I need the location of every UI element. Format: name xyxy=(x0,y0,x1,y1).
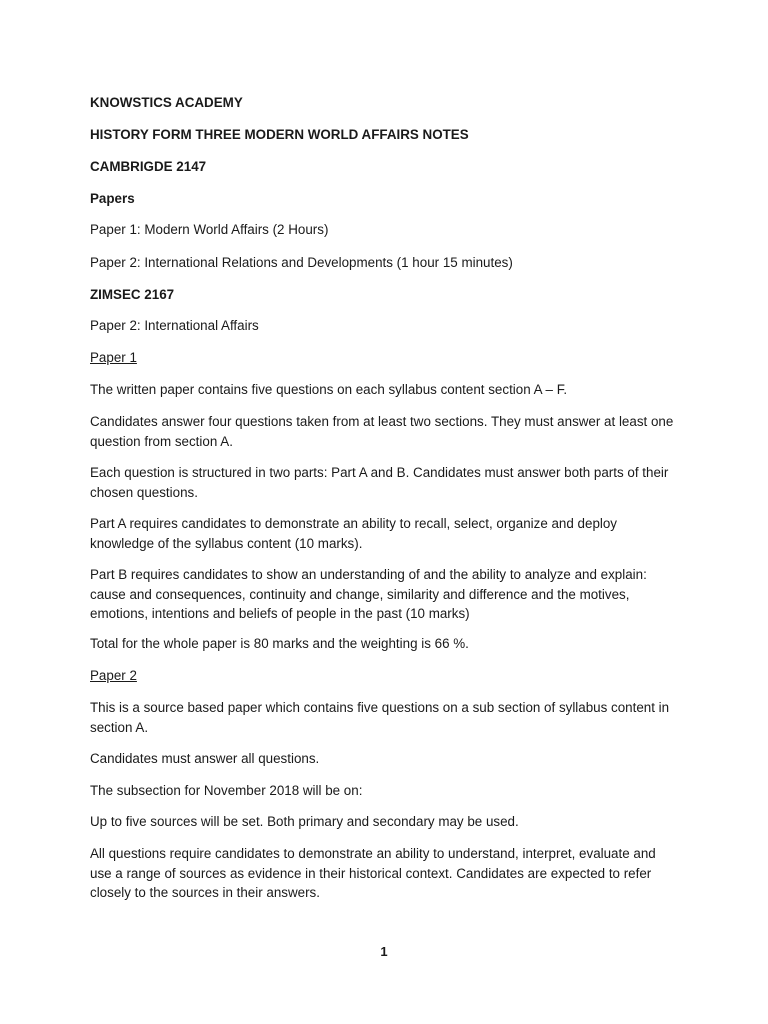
paper2-paragraph: Up to five sources will be set. Both primary and secondary may be used. xyxy=(90,814,519,829)
zimsec-code: ZIMSEC 2167 xyxy=(90,287,175,302)
paper2-heading: Paper 2 xyxy=(90,668,137,683)
paper1-heading: Paper 1 xyxy=(90,350,137,365)
page-number: 1 xyxy=(380,944,388,959)
zimsec-paper2-line: Paper 2: International Affairs xyxy=(90,318,259,333)
paper2-paragraph: The subsection for November 2018 will be on: xyxy=(90,783,363,798)
notes-title: HISTORY FORM THREE MODERN WORLD AFFAIRS NOTES xyxy=(90,127,469,142)
paper1-line: Paper 1: Modern World Affairs (2 Hours) xyxy=(90,222,329,237)
academy-name: KNOWSTICS ACADEMY xyxy=(90,95,243,110)
paper1-paragraph: The written paper contains five questions on each syllabus content section A – F. xyxy=(90,382,568,397)
paper2-paragraph: Candidates must answer all questions. xyxy=(90,751,320,766)
paper2-paragraph: This is a source based paper which contains five questions on a sub section of syllabus content in section A. xyxy=(90,700,670,735)
paper2-line: Paper 2: International Relations and Developments (1 hour 15 minutes) xyxy=(90,255,513,270)
paper1-paragraph: Part A requires candidates to demonstrate an ability to recall, select, organize and deploy knowledge of the syllabus content (10 marks). xyxy=(90,516,618,551)
paper1-paragraph: Candidates answer four questions taken from at least two sections. They must answer at least one question from section A. xyxy=(90,414,674,449)
cambridge-code: CAMBRIGDE 2147 xyxy=(90,159,207,174)
paper1-paragraph: Each question is structured in two parts: Part A and B. Candidates must answer both parts of their chosen questions. xyxy=(90,465,669,500)
papers-heading: Papers xyxy=(90,191,135,206)
paper2-paragraph: All questions require candidates to demonstrate an ability to understand, interpret, evaluate and use a range of sources as evidence in their historical context. Candidates are expected to refer closely to the sources in their answers. xyxy=(90,846,656,900)
paper1-paragraph: Total for the whole paper is 80 marks and the weighting is 66 %. xyxy=(90,636,469,651)
paper1-paragraph: Part B requires candidates to show an understanding of and the ability to analyze and explain: cause and consequences, continuity and change, similarity and difference and the motives, emotions, intentions and beliefs of people in the past (10 marks) xyxy=(90,567,647,621)
